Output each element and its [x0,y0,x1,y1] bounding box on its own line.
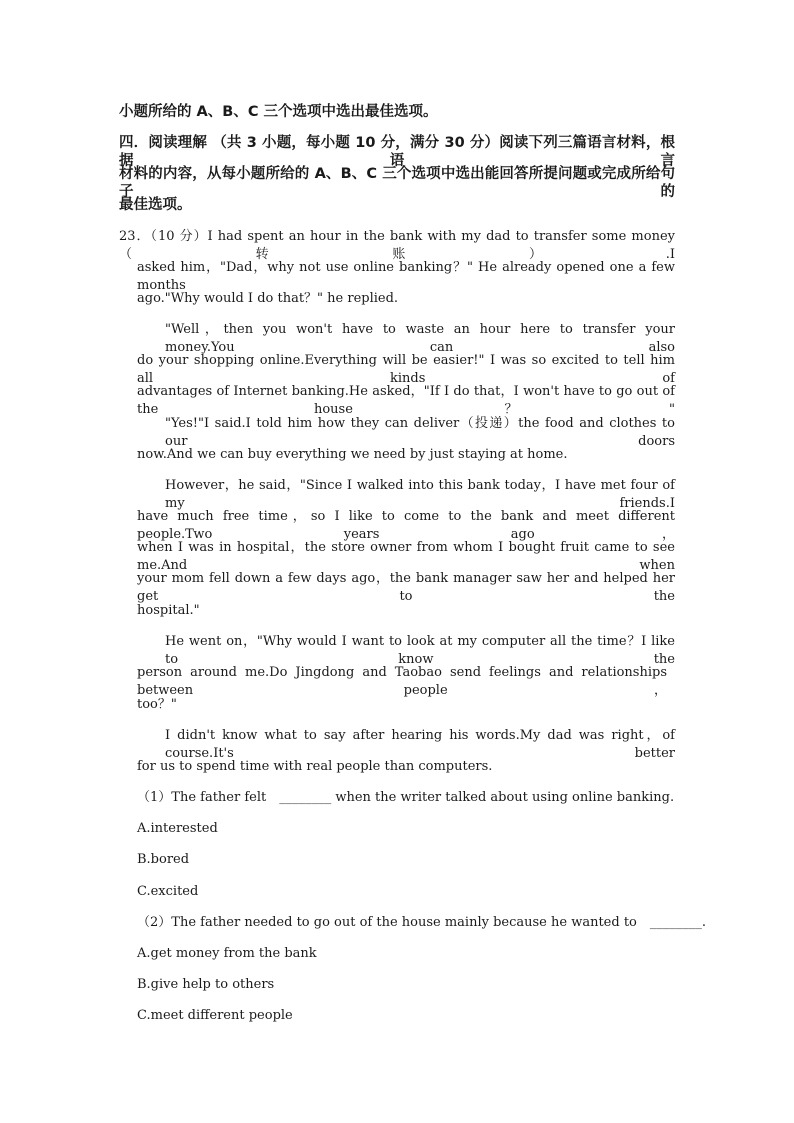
section-heading-line-1: 四．阅读理解 （共 3 小题，每小题 10 分，满分 30 分）阅读下列三篇语言材料，根据语言 [119,135,675,169]
passage-line: have much free time，so I like to come to the bank and meet different people.Two years ago， [137,509,675,542]
passage-line: your mom fell down a few days ago，the bank manager saw her and helped her get to the [137,571,675,604]
passage-line: "Well，then you won't have to waste an hour here to transfer your money.You can also [165,322,675,355]
passage-line: when I was in hospital，the store owner from whom I bought fruit came to see me.And when [137,540,675,573]
passage-line: too？" [137,697,177,712]
passage-line: now.And we can buy everything we need by just staying at home. [137,447,568,462]
question-23-header: 23．（10 分）I had spent an hour in the bank with my dad to transfer some money（转账）.I [119,229,675,262]
question-2-stem: （2）The father needed to go out of the house mainly because he wanted to ________. [137,915,707,930]
question-1-option-a: A.interested [137,821,218,836]
question-2-option-a: A.get money from the bank [137,946,317,961]
passage-line: He went on，"Why would I want to look at my computer all the time？I like to know the [165,634,675,667]
question-1-stem: （1）The father felt ________ when the writer talked about using online banking. [137,790,675,805]
passage-line: I didn't know what to say after hearing his words.My dad was right，of course.It's better [165,728,675,761]
passage-line: do your shopping online.Everything will be easier!" I was so excited to tell him all kinds of [137,353,675,386]
passage-line: for us to spend time with real people than computers. [137,759,493,774]
question-2-option-c: C.meet different people [137,1008,293,1023]
passage-line: ago."Why would I do that？" he replied. [137,291,399,306]
passage-line: "Yes!"I said.I told him how they can deliver（投递）the food and clothes to our doors [165,416,675,449]
section-heading-line-2: 材料的内容，从每小题所给的 A、B、C 三个选项中选出能回答所提问题或完成所给句子的 [119,166,675,200]
passage-line: advantages of Internet banking.He asked，"If I do that，I won't have to go out of the house？" [137,384,675,417]
section-heading-line-3: 最佳选项。 [119,197,192,213]
previous-instruction-line: 小题所给的 A、B、C 三个选项中选出最佳选项。 [119,104,438,120]
question-1-option-c: C.excited [137,884,199,899]
question-1-option-b: B.bored [137,852,190,867]
passage-line: However，he said，"Since I walked into this bank today，I have met four of my friends.I [165,478,675,511]
passage-line: person around me.Do Jingdong and Taobao send feelings and relationships between people， [137,665,667,698]
question-2-option-b: B.give help to others [137,977,275,992]
passage-line: hospital." [137,603,200,618]
passage-line: asked him，"Dad，why not use online banking？" He already opened one a few months [137,260,675,293]
